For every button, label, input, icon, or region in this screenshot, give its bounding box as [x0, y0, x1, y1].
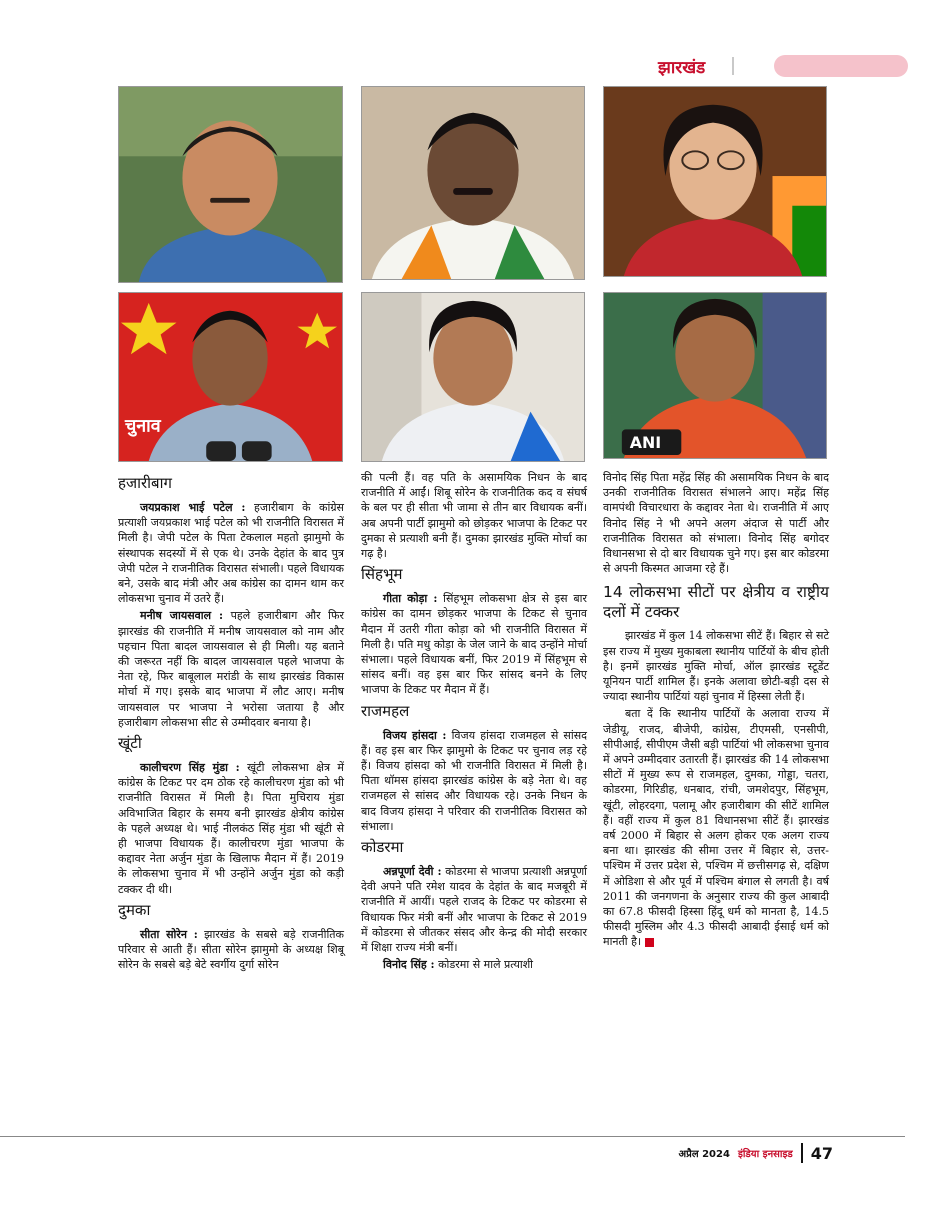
photo-candidate-2: [361, 86, 585, 280]
portrait-graphic: [362, 293, 584, 461]
lead-name: विजय हांसदा :: [383, 728, 447, 742]
article-column-2: [361, 470, 587, 974]
photo-sita-soren: [603, 292, 827, 459]
lead-name: मनीष जायसवाल :: [140, 609, 224, 623]
paragraph-manish: [118, 608, 344, 730]
paragraph-vinod: [361, 957, 587, 972]
lead-name: जयप्रकाश भाई पटेल :: [140, 501, 246, 514]
subhead-rajmahal: राजमहल: [361, 701, 410, 720]
paragraph-text: खूंटी लोकसभा क्षेत्र में कांग्रेस के टिकट पर दम ठोक रहे कालीचरण मुंडा को भी राजनीति विरासत में मिली है। पिता मुचिराय मुंडा अविभाजित बिहार के समय बनी झारखंड क्षेत्रीय कांग्रेस के पहले अध्यक्ष थे। भाई नीलकंठ सिंह मुंडा भी खूंटी से ही भाजपा विधायक हैं। कालीचरण मुंडा भाजपा के कद्दावर नेता अर्जुन मुंडा के खिलाफ मैदान में हैं। 2019 के लोकसभा चुनाव में भी उन्होंने अर्जुन मुंडा को कड़ी टक्कर दी थी।: [118, 761, 345, 896]
section-divider: [732, 57, 734, 75]
photo-jaiprakash-patel: [118, 86, 343, 283]
election-banner-text: चुनाव: [124, 415, 161, 437]
paragraph-kalicharan: [118, 760, 344, 897]
subhead-koderma: कोडरमा: [361, 838, 404, 857]
paragraph-jaiprakash: [118, 500, 344, 606]
paragraph-geeta: [361, 591, 587, 697]
photo-manish-jaiswal: [118, 292, 343, 462]
section-header: [640, 52, 910, 80]
lead-name: कालीचरण सिंह मुंडा :: [140, 761, 240, 775]
section-pill-decoration: [774, 55, 908, 77]
paragraph-sita-cont: की पत्नी हैं। वह पति के असामयिक निधन के बाद राजनीति में आईं। शिबू सोरेन के राजनीतिक कद व संघर्ष के बल पर ही सीता भी जामा से तीन बार विधायक बनीं। अब अपनी पार्टी झामुमो को छोड़कर भाजपा के टिकट पर दुमका से प्रत्याशी बनी हैं। दुमका झारखंड मुक्ति मोर्चा का गढ़ है।: [361, 471, 587, 561]
subhead-14-seats: 14 लोकसभा सीटों पर क्षेत्रीय व राष्ट्रीय दलों में टक्कर: [603, 583, 829, 622]
lead-name: सीता सोरेन :: [140, 927, 198, 941]
article-column-3: [603, 470, 829, 952]
paragraph-seats-intro: झारखंड में कुल 14 लोकसभा सीटें हैं। बिहार से सटे इस राज्य में मुख्य मुकाबला स्थानीय पार्टियों के बीच होती है। इनमें झारखंड मुक्ति मोर्चा, ऑल झारखंड स्टूडेंट यूनियन पार्टी शामिल हैं। इनके अलावा छोटी-बड़ी दस से ज्यादा स्थानीय पार्टियां यहां चुनाव में हिस्सा लेती हैं।: [603, 629, 829, 704]
subhead-hazaribagh: हजारीबाग: [118, 474, 172, 492]
paragraph-text: विजय हांसदा राजमहल से सांसद हैं। वह इस बार फिर झामुमो के टिकट पर चुनाव लड़ रहे हैं। विजय हांसदा को भी राजनीति विरासत में मिली है। पिता थॉमस हांसदा झारखंड कांग्रेस के बड़े नेता थे। वह राजमहल से सांसद और विधायक रहे। उनके निधन के बाद विजय हांसदा ने परिवार की राजनीतिक विरासत को संभाला।: [361, 728, 587, 833]
paragraph-text: कोडरमा से भाजपा प्रत्याशी अन्नपूर्णा देवी अपने पति रमेश यादव के देहांत के बाद मजबूरी में राजनीति में आयीं। पहले राजद के टिकट पर कोडरमा से विधायक फिर मंत्री बनीं और भाजपा के टिकट से 2019 में कोडरमा से जीतकर संसद और केन्द्र की मोदी सरकार में शिक्षा राज्य मंत्री बनीं।: [361, 865, 587, 955]
footer-divider: [801, 1143, 803, 1163]
ani-mic-label: ANI: [629, 433, 662, 453]
portrait-graphic: [604, 87, 826, 276]
paragraph-sita: [118, 927, 344, 973]
subhead-khunti: खूंटी: [118, 734, 142, 753]
footer-date: अप्रैल 2024: [678, 1149, 730, 1160]
paragraph-text: बता दें कि स्थानीय पार्टियों के अलावा राज्य में जेडीयू, राजद, बीजेपी, कांग्रेस, टीएमसी, एनसीपी, सीपीआई, सीपीएम जैसी बड़ी पार्टियां भी लोकसभा चुनाव में अपने उम्मीदवार उतारती हैं। झारखंड की 14 लोकसभा सीटों में मुख्य रूप से राजमहल, दुमका, गोड्डा, चतरा, कोडरमा, गिरिडीह, धनबाद, रांची, जमशेदपुर, सिंहभूम, खूंटी, लोहरदगा, पलामू और हजारीबाग की सीटें शामिल हैं। वहीं राज्य में कुल 81 विधानसभा सीटें हैं। झारखंड वर्ष 2000 में बिहार से अलग होकर एक अलग राज्य बना था। झारखंड की सीमा उत्तर में बिहार से, उत्तर-पश्चिम में उत्तर प्रदेश से, पश्चिम में छत्तीसगढ़ से, दक्षिण में ओडिशा से और पूर्व में पश्चिम बंगाल से लगती है। वर्ष 2011 की जनगणना के अनुसार राज्य की कुल आबादी का 67.8 फीसदी हिस्सा हिंदू धर्म को मानता है, 14.5 फीसदी मुस्लिम और 4.3 फीसदी आबादी ईसाई धर्म को मानती है।: [603, 707, 829, 949]
portrait-graphic: [604, 293, 826, 458]
lead-name: अन्नपूर्णा देवी :: [383, 865, 442, 879]
lead-name: विनोद सिंह :: [383, 958, 435, 972]
paragraph-text: हजारीबाग के कांग्रेस प्रत्याशी जयप्रकाश भाई पटेल को भी राजनीति विरासत में मिली है। जेपी पटेल के पिता टेकलाल महतो झामुमो के संस्थापक सदस्यों में से एक थे। उनके देहांत के बाद पुत्र जेपी पटेल ने राजनीतिक विरासत संभाली। पहले विधायक बने, उसके बाद मंत्री और अब कांग्रेस का दामन थाम कर लोकसभा चुनाव में उतरे हैं।: [118, 501, 344, 606]
subhead-dumka: दुमका: [118, 900, 151, 919]
paragraph-annapurna: [361, 864, 587, 955]
article-column-1: [118, 470, 344, 974]
paragraph-seats-detail: [603, 706, 829, 949]
paragraph-text: झारखंड के सबसे बड़े राजनीतिक परिवार से आती हैं। सीता सोरेन झामुमो के अध्यक्ष शिबू सोरेन के सबसे बड़े बेटे स्वर्गीय दुर्गा सोरेन: [118, 927, 345, 972]
paragraph-text: पहले हजारीबाग और फिर झारखंड की राजनीति में मनीष जायसवाल को नाम और पहचान पिता बादल जायसवाल से ही मिली। यह बताने की जरूरत नहीं कि बादल जायसवाल पहले भाजपा के नेता रहे, फिर बाबूलाल मरांडी के साथ झारखंड विकास मोर्चा में गए। इसके बाद भाजपा में लौट आए। मनीष जायसवाल पर भाजपा ने भरोसा जताया है और हजारीबाग लोकसभा सीट से उम्मीदवार बनाया है।: [118, 609, 345, 729]
end-mark-icon: [645, 938, 654, 947]
portrait-graphic: [362, 87, 584, 279]
paragraph-vijay: [361, 728, 587, 834]
lead-name: गीता कोड़ा :: [383, 592, 438, 606]
page-number: 47: [810, 1143, 833, 1163]
footer-brand-logo: इंडिया इनसाइड: [737, 1149, 793, 1160]
footer-rule: [0, 1136, 905, 1137]
photo-annapurna-devi: [603, 86, 827, 277]
photo-geeta-koda: [361, 292, 585, 462]
paragraph-text: सिंहभूम लोकसभा क्षेत्र से इस बार कांग्रेस का दामन छोड़कर भाजपा के टिकट से चुनाव मैदान में उतरी गीता कोड़ा को भी राजनीति विरासत में मिली है। पति मधु कोड़ा के जेल जाने के बाद उन्होंने मोर्चा संभाला। पहले विधायक बनीं, फिर 2019 में सिंहभूम से सांसद बनीं। वह इस बार फिर सांसद बनने के लिए भाजपा के टिकट पर मैदान में हैं।: [361, 592, 587, 697]
page-footer: [679, 1142, 834, 1164]
subhead-singhbhum: सिंहभूम: [361, 565, 403, 584]
section-title: झारखंड: [658, 58, 706, 78]
paragraph-vinod-cont: विनोद सिंह पिता महेंद्र सिंह की असामयिक निधन के बाद उनकी राजनीतिक विरासत संभालने आए। महेंद्र सिंह वामपंथी विचारधारा के कद्दावर नेता थे। राजनीति में आए विनोद सिंह ने भी अपने अलग अंदाज से पार्टी और राजनीतिक विरासत को संभाला। विनोद सिंह बगोदर विधानसभा से दो बार विधायक चुने गए। इस बार कोडरमा से अपनी किस्मत आजमा रहे हैं।: [603, 471, 829, 576]
portrait-graphic: [119, 293, 342, 461]
portrait-graphic: [119, 87, 342, 282]
paragraph-text: कोडरमा से माले प्रत्याशी: [434, 958, 534, 972]
